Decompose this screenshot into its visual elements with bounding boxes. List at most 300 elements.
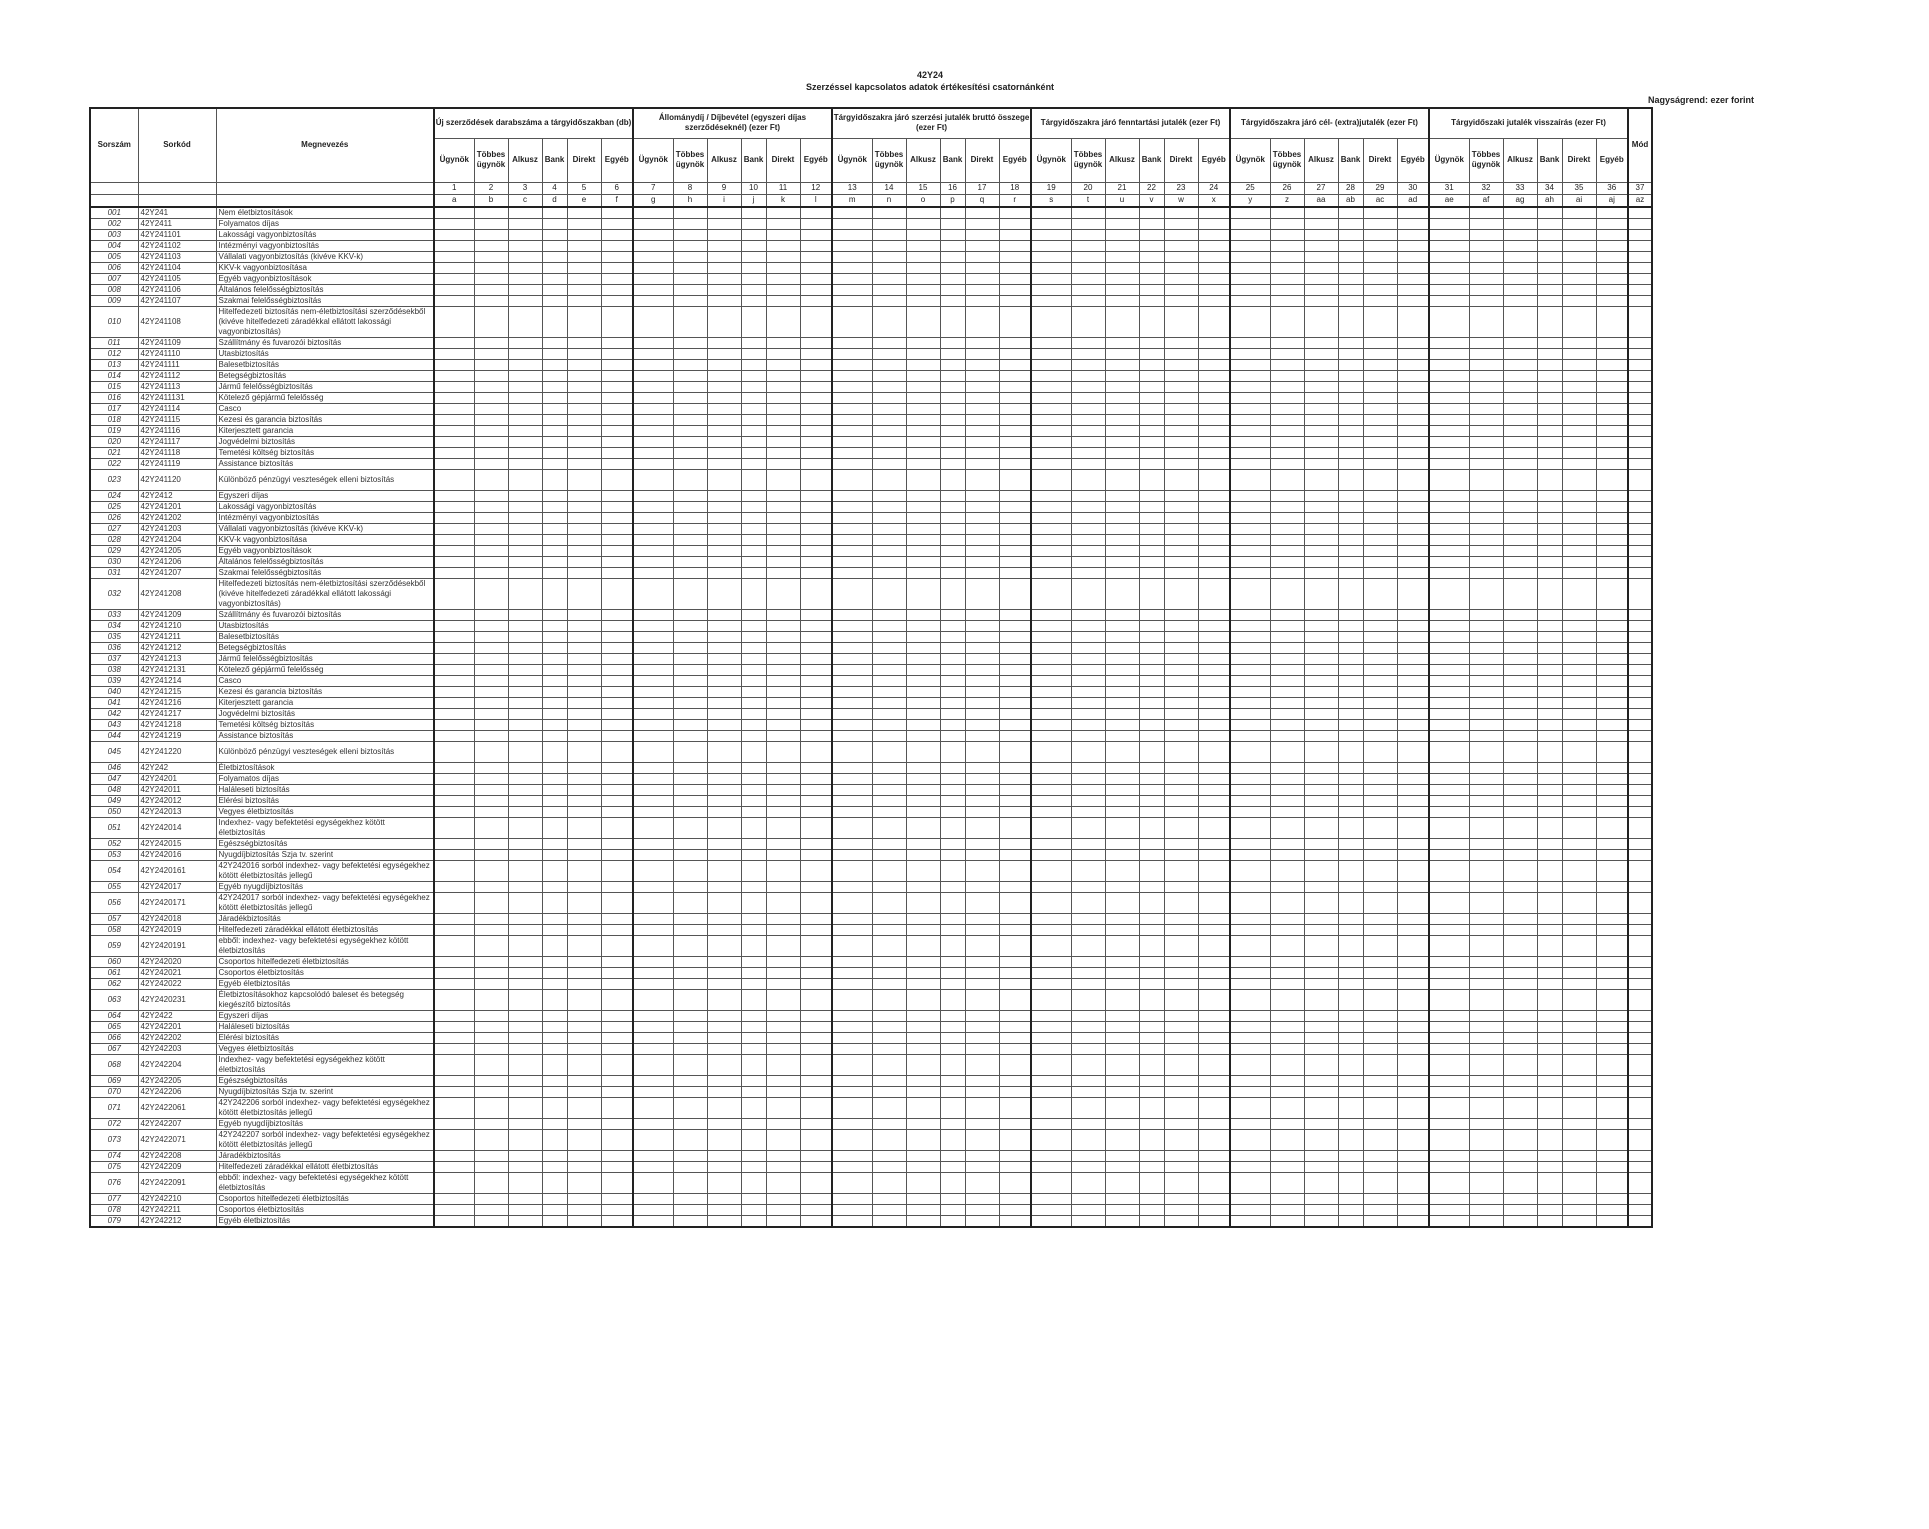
value-cell[interactable] <box>999 578 1031 609</box>
value-cell[interactable] <box>1429 381 1469 392</box>
value-cell[interactable] <box>601 892 633 913</box>
value-cell[interactable] <box>872 609 906 620</box>
value-cell[interactable] <box>940 631 965 642</box>
value-cell[interactable] <box>1363 806 1397 817</box>
value-cell[interactable] <box>872 567 906 578</box>
value-cell[interactable] <box>474 719 508 730</box>
value-cell[interactable] <box>1230 381 1270 392</box>
value-cell[interactable] <box>1164 892 1198 913</box>
value-cell[interactable] <box>741 1161 766 1172</box>
value-cell[interactable] <box>1338 523 1363 534</box>
value-cell[interactable] <box>707 892 741 913</box>
value-cell[interactable] <box>1270 436 1304 447</box>
value-cell[interactable] <box>707 512 741 523</box>
value-cell[interactable] <box>766 403 800 414</box>
value-cell[interactable] <box>1071 881 1105 892</box>
value-cell[interactable] <box>601 1118 633 1129</box>
value-cell[interactable] <box>542 730 567 741</box>
value-cell[interactable] <box>940 935 965 956</box>
value-cell[interactable] <box>474 218 508 229</box>
value-cell[interactable] <box>1139 849 1164 860</box>
value-cell[interactable] <box>965 534 999 545</box>
value-cell[interactable] <box>999 730 1031 741</box>
value-cell[interactable] <box>906 741 940 762</box>
value-cell[interactable] <box>906 348 940 359</box>
value-cell[interactable] <box>474 1010 508 1021</box>
value-cell[interactable] <box>508 370 542 381</box>
value-cell[interactable] <box>832 447 872 458</box>
value-cell[interactable] <box>1397 817 1429 838</box>
value-cell[interactable] <box>832 773 872 784</box>
value-cell[interactable] <box>940 337 965 348</box>
value-cell[interactable] <box>1363 262 1397 273</box>
value-cell[interactable] <box>832 849 872 860</box>
value-cell[interactable] <box>1031 1032 1071 1043</box>
value-cell[interactable] <box>965 425 999 436</box>
value-cell[interactable] <box>1164 414 1198 425</box>
value-cell[interactable] <box>474 545 508 556</box>
value-cell[interactable] <box>766 545 800 556</box>
value-cell[interactable] <box>707 967 741 978</box>
value-cell[interactable] <box>1469 381 1503 392</box>
value-cell[interactable] <box>601 967 633 978</box>
value-cell[interactable] <box>1164 556 1198 567</box>
value-cell[interactable] <box>673 229 707 240</box>
value-cell[interactable] <box>1469 1150 1503 1161</box>
value-cell[interactable] <box>1628 490 1652 501</box>
value-cell[interactable] <box>1198 512 1230 523</box>
value-cell[interactable] <box>1071 229 1105 240</box>
value-cell[interactable] <box>940 1021 965 1032</box>
value-cell[interactable] <box>1469 1054 1503 1075</box>
value-cell[interactable] <box>474 708 508 719</box>
value-cell[interactable] <box>1105 1010 1139 1021</box>
value-cell[interactable] <box>872 784 906 795</box>
value-cell[interactable] <box>707 849 741 860</box>
value-cell[interactable] <box>1338 229 1363 240</box>
value-cell[interactable] <box>1397 556 1429 567</box>
value-cell[interactable] <box>832 1150 872 1161</box>
value-cell[interactable] <box>741 359 766 370</box>
value-cell[interactable] <box>1071 653 1105 664</box>
value-cell[interactable] <box>1198 229 1230 240</box>
value-cell[interactable] <box>1270 337 1304 348</box>
value-cell[interactable] <box>673 1075 707 1086</box>
value-cell[interactable] <box>508 956 542 967</box>
value-cell[interactable] <box>1338 1204 1363 1215</box>
value-cell[interactable] <box>601 849 633 860</box>
value-cell[interactable] <box>1596 359 1628 370</box>
value-cell[interactable] <box>434 273 474 284</box>
value-cell[interactable] <box>1270 762 1304 773</box>
value-cell[interactable] <box>800 1054 832 1075</box>
value-cell[interactable] <box>1503 229 1537 240</box>
value-cell[interactable] <box>906 1193 940 1204</box>
value-cell[interactable] <box>965 1097 999 1118</box>
value-cell[interactable] <box>1198 697 1230 708</box>
value-cell[interactable] <box>1105 229 1139 240</box>
value-cell[interactable] <box>1031 989 1071 1010</box>
value-cell[interactable] <box>1031 795 1071 806</box>
value-cell[interactable] <box>567 306 601 337</box>
value-cell[interactable] <box>601 556 633 567</box>
value-cell[interactable] <box>1198 924 1230 935</box>
value-cell[interactable] <box>542 229 567 240</box>
value-cell[interactable] <box>832 1161 872 1172</box>
value-cell[interactable] <box>906 1054 940 1075</box>
value-cell[interactable] <box>1397 523 1429 534</box>
value-cell[interactable] <box>1469 817 1503 838</box>
value-cell[interactable] <box>1469 337 1503 348</box>
value-cell[interactable] <box>1230 795 1270 806</box>
value-cell[interactable] <box>673 653 707 664</box>
value-cell[interactable] <box>1198 913 1230 924</box>
value-cell[interactable] <box>1198 1021 1230 1032</box>
value-cell[interactable] <box>633 1086 673 1097</box>
value-cell[interactable] <box>474 1086 508 1097</box>
value-cell[interactable] <box>766 1161 800 1172</box>
value-cell[interactable] <box>1031 436 1071 447</box>
value-cell[interactable] <box>832 795 872 806</box>
value-cell[interactable] <box>707 642 741 653</box>
value-cell[interactable] <box>434 1086 474 1097</box>
value-cell[interactable] <box>906 229 940 240</box>
value-cell[interactable] <box>1230 881 1270 892</box>
value-cell[interactable] <box>1628 881 1652 892</box>
value-cell[interactable] <box>1628 447 1652 458</box>
value-cell[interactable] <box>1469 967 1503 978</box>
value-cell[interactable] <box>508 381 542 392</box>
value-cell[interactable] <box>1071 1193 1105 1204</box>
value-cell[interactable] <box>1198 1054 1230 1075</box>
value-cell[interactable] <box>940 1054 965 1075</box>
value-cell[interactable] <box>1469 741 1503 762</box>
value-cell[interactable] <box>766 708 800 719</box>
value-cell[interactable] <box>1164 978 1198 989</box>
value-cell[interactable] <box>832 436 872 447</box>
value-cell[interactable] <box>1139 1193 1164 1204</box>
value-cell[interactable] <box>1230 1032 1270 1043</box>
value-cell[interactable] <box>906 1043 940 1054</box>
value-cell[interactable] <box>1198 642 1230 653</box>
value-cell[interactable] <box>1139 490 1164 501</box>
value-cell[interactable] <box>1105 806 1139 817</box>
value-cell[interactable] <box>741 784 766 795</box>
value-cell[interactable] <box>1230 784 1270 795</box>
value-cell[interactable] <box>1397 708 1429 719</box>
value-cell[interactable] <box>508 447 542 458</box>
value-cell[interactable] <box>800 686 832 697</box>
value-cell[interactable] <box>1230 935 1270 956</box>
value-cell[interactable] <box>1503 609 1537 620</box>
value-cell[interactable] <box>906 337 940 348</box>
value-cell[interactable] <box>1397 436 1429 447</box>
value-cell[interactable] <box>1139 1215 1164 1227</box>
value-cell[interactable] <box>1270 795 1304 806</box>
value-cell[interactable] <box>1429 295 1469 306</box>
value-cell[interactable] <box>1596 1215 1628 1227</box>
value-cell[interactable] <box>1503 967 1537 978</box>
value-cell[interactable] <box>1105 447 1139 458</box>
value-cell[interactable] <box>1503 719 1537 730</box>
value-cell[interactable] <box>601 978 633 989</box>
value-cell[interactable] <box>1469 556 1503 567</box>
value-cell[interactable] <box>1164 784 1198 795</box>
value-cell[interactable] <box>1230 578 1270 609</box>
value-cell[interactable] <box>872 642 906 653</box>
value-cell[interactable] <box>1230 262 1270 273</box>
value-cell[interactable] <box>965 306 999 337</box>
value-cell[interactable] <box>1164 218 1198 229</box>
value-cell[interactable] <box>1363 414 1397 425</box>
value-cell[interactable] <box>474 1215 508 1227</box>
value-cell[interactable] <box>1628 838 1652 849</box>
value-cell[interactable] <box>1139 620 1164 631</box>
value-cell[interactable] <box>474 838 508 849</box>
value-cell[interactable] <box>1628 556 1652 567</box>
value-cell[interactable] <box>1397 1043 1429 1054</box>
value-cell[interactable] <box>567 892 601 913</box>
value-cell[interactable] <box>434 784 474 795</box>
value-cell[interactable] <box>633 251 673 262</box>
value-cell[interactable] <box>1105 860 1139 881</box>
value-cell[interactable] <box>906 935 940 956</box>
value-cell[interactable] <box>1429 697 1469 708</box>
value-cell[interactable] <box>542 1021 567 1032</box>
value-cell[interactable] <box>999 1161 1031 1172</box>
value-cell[interactable] <box>1562 1097 1596 1118</box>
value-cell[interactable] <box>707 881 741 892</box>
value-cell[interactable] <box>1230 337 1270 348</box>
value-cell[interactable] <box>1469 784 1503 795</box>
value-cell[interactable] <box>1139 708 1164 719</box>
value-cell[interactable] <box>601 989 633 1010</box>
value-cell[interactable] <box>601 1075 633 1086</box>
value-cell[interactable] <box>1562 1075 1596 1086</box>
value-cell[interactable] <box>1105 664 1139 675</box>
value-cell[interactable] <box>1596 447 1628 458</box>
value-cell[interactable] <box>1304 218 1338 229</box>
value-cell[interactable] <box>1363 273 1397 284</box>
value-cell[interactable] <box>508 989 542 1010</box>
value-cell[interactable] <box>474 556 508 567</box>
value-cell[interactable] <box>1164 523 1198 534</box>
value-cell[interactable] <box>707 1161 741 1172</box>
value-cell[interactable] <box>434 392 474 403</box>
value-cell[interactable] <box>434 469 474 490</box>
value-cell[interactable] <box>965 1193 999 1204</box>
value-cell[interactable] <box>1198 675 1230 686</box>
value-cell[interactable] <box>633 1118 673 1129</box>
value-cell[interactable] <box>1628 730 1652 741</box>
value-cell[interactable] <box>673 1150 707 1161</box>
value-cell[interactable] <box>1139 1075 1164 1086</box>
value-cell[interactable] <box>1628 795 1652 806</box>
value-cell[interactable] <box>542 913 567 924</box>
value-cell[interactable] <box>508 860 542 881</box>
value-cell[interactable] <box>1071 370 1105 381</box>
value-cell[interactable] <box>906 1010 940 1021</box>
value-cell[interactable] <box>1397 458 1429 469</box>
value-cell[interactable] <box>567 730 601 741</box>
value-cell[interactable] <box>999 229 1031 240</box>
value-cell[interactable] <box>1270 414 1304 425</box>
value-cell[interactable] <box>707 741 741 762</box>
value-cell[interactable] <box>1363 741 1397 762</box>
value-cell[interactable] <box>1139 741 1164 762</box>
value-cell[interactable] <box>1397 773 1429 784</box>
value-cell[interactable] <box>1139 1150 1164 1161</box>
value-cell[interactable] <box>832 1086 872 1097</box>
value-cell[interactable] <box>567 989 601 1010</box>
value-cell[interactable] <box>1469 295 1503 306</box>
value-cell[interactable] <box>1139 218 1164 229</box>
value-cell[interactable] <box>508 631 542 642</box>
value-cell[interactable] <box>1363 295 1397 306</box>
value-cell[interactable] <box>601 381 633 392</box>
value-cell[interactable] <box>474 913 508 924</box>
value-cell[interactable] <box>1363 218 1397 229</box>
value-cell[interactable] <box>1363 490 1397 501</box>
value-cell[interactable] <box>1105 730 1139 741</box>
value-cell[interactable] <box>474 273 508 284</box>
value-cell[interactable] <box>633 1097 673 1118</box>
value-cell[interactable] <box>1628 956 1652 967</box>
value-cell[interactable] <box>1164 741 1198 762</box>
value-cell[interactable] <box>633 359 673 370</box>
value-cell[interactable] <box>567 567 601 578</box>
value-cell[interactable] <box>1397 414 1429 425</box>
value-cell[interactable] <box>1596 1118 1628 1129</box>
value-cell[interactable] <box>1304 620 1338 631</box>
value-cell[interactable] <box>999 653 1031 664</box>
value-cell[interactable] <box>1304 978 1338 989</box>
value-cell[interactable] <box>707 1150 741 1161</box>
value-cell[interactable] <box>1596 403 1628 414</box>
value-cell[interactable] <box>1304 849 1338 860</box>
value-cell[interactable] <box>1270 956 1304 967</box>
value-cell[interactable] <box>1071 838 1105 849</box>
value-cell[interactable] <box>741 708 766 719</box>
value-cell[interactable] <box>673 609 707 620</box>
value-cell[interactable] <box>872 392 906 403</box>
value-cell[interactable] <box>1429 892 1469 913</box>
value-cell[interactable] <box>999 1193 1031 1204</box>
value-cell[interactable] <box>741 240 766 251</box>
value-cell[interactable] <box>832 978 872 989</box>
value-cell[interactable] <box>906 370 940 381</box>
value-cell[interactable] <box>940 447 965 458</box>
value-cell[interactable] <box>1139 1204 1164 1215</box>
value-cell[interactable] <box>1503 218 1537 229</box>
value-cell[interactable] <box>542 545 567 556</box>
value-cell[interactable] <box>999 956 1031 967</box>
value-cell[interactable] <box>1304 838 1338 849</box>
value-cell[interactable] <box>1304 631 1338 642</box>
value-cell[interactable] <box>965 469 999 490</box>
value-cell[interactable] <box>434 306 474 337</box>
value-cell[interactable] <box>872 653 906 664</box>
value-cell[interactable] <box>1230 414 1270 425</box>
value-cell[interactable] <box>434 240 474 251</box>
value-cell[interactable] <box>508 556 542 567</box>
value-cell[interactable] <box>1537 664 1562 675</box>
value-cell[interactable] <box>1429 392 1469 403</box>
value-cell[interactable] <box>940 578 965 609</box>
value-cell[interactable] <box>567 218 601 229</box>
value-cell[interactable] <box>508 207 542 219</box>
value-cell[interactable] <box>1198 935 1230 956</box>
value-cell[interactable] <box>1363 653 1397 664</box>
value-cell[interactable] <box>1338 1086 1363 1097</box>
value-cell[interactable] <box>999 620 1031 631</box>
value-cell[interactable] <box>872 501 906 512</box>
value-cell[interactable] <box>800 1204 832 1215</box>
value-cell[interactable] <box>800 1010 832 1021</box>
value-cell[interactable] <box>1230 501 1270 512</box>
value-cell[interactable] <box>567 795 601 806</box>
value-cell[interactable] <box>1071 1097 1105 1118</box>
value-cell[interactable] <box>1429 838 1469 849</box>
value-cell[interactable] <box>1338 556 1363 567</box>
value-cell[interactable] <box>1503 1043 1537 1054</box>
value-cell[interactable] <box>508 501 542 512</box>
value-cell[interactable] <box>940 1215 965 1227</box>
value-cell[interactable] <box>1596 1097 1628 1118</box>
value-cell[interactable] <box>965 653 999 664</box>
value-cell[interactable] <box>434 1032 474 1043</box>
value-cell[interactable] <box>1596 806 1628 817</box>
value-cell[interactable] <box>567 817 601 838</box>
value-cell[interactable] <box>1363 642 1397 653</box>
value-cell[interactable] <box>707 306 741 337</box>
value-cell[interactable] <box>1198 295 1230 306</box>
value-cell[interactable] <box>1031 1021 1071 1032</box>
value-cell[interactable] <box>940 913 965 924</box>
value-cell[interactable] <box>1164 1021 1198 1032</box>
value-cell[interactable] <box>1429 1172 1469 1193</box>
value-cell[interactable] <box>1363 425 1397 436</box>
value-cell[interactable] <box>1304 284 1338 295</box>
value-cell[interactable] <box>1596 1032 1628 1043</box>
value-cell[interactable] <box>1230 664 1270 675</box>
value-cell[interactable] <box>800 414 832 425</box>
value-cell[interactable] <box>1562 403 1596 414</box>
value-cell[interactable] <box>1469 730 1503 741</box>
value-cell[interactable] <box>1270 567 1304 578</box>
value-cell[interactable] <box>1628 501 1652 512</box>
value-cell[interactable] <box>1031 1086 1071 1097</box>
value-cell[interactable] <box>1071 1010 1105 1021</box>
value-cell[interactable] <box>832 578 872 609</box>
value-cell[interactable] <box>1230 1075 1270 1086</box>
value-cell[interactable] <box>872 218 906 229</box>
value-cell[interactable] <box>1230 458 1270 469</box>
value-cell[interactable] <box>567 697 601 708</box>
value-cell[interactable] <box>1230 631 1270 642</box>
value-cell[interactable] <box>800 664 832 675</box>
value-cell[interactable] <box>1429 1075 1469 1086</box>
value-cell[interactable] <box>1429 642 1469 653</box>
value-cell[interactable] <box>872 1032 906 1043</box>
value-cell[interactable] <box>766 881 800 892</box>
value-cell[interactable] <box>567 1097 601 1118</box>
value-cell[interactable] <box>1304 1054 1338 1075</box>
value-cell[interactable] <box>1164 381 1198 392</box>
value-cell[interactable] <box>872 719 906 730</box>
value-cell[interactable] <box>1105 1172 1139 1193</box>
value-cell[interactable] <box>542 284 567 295</box>
